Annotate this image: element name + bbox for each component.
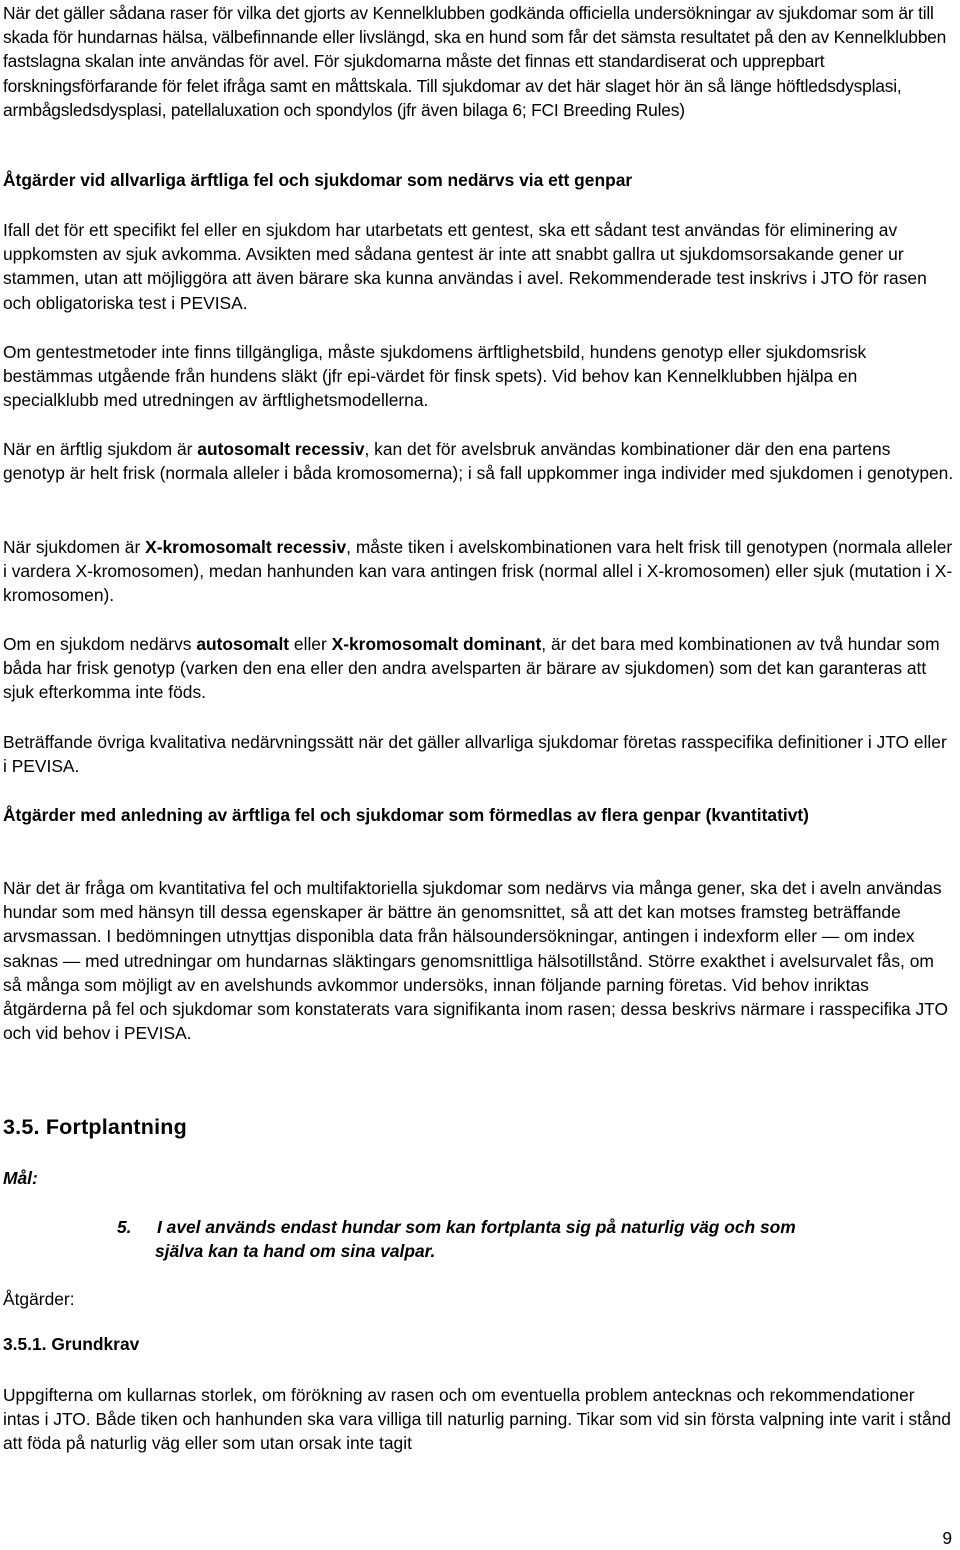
measures-label: Åtgärder:: [3, 1289, 75, 1309]
paragraph-dominant: Om en sjukdom nedärvs autosomalt eller X-kromosomalt dominant, är det bara med kombinationen av två hundar som båda har frisk genotyp (varken den ena eller den andra avelsparten är bärare av sjukdomen) som det kan garanteras att sjuk efterkomma inte föds.: [3, 634, 940, 703]
paragraph-no-gene-tests: Om gentestmetoder inte finns tillgängliga, måste sjukdomens ärftlighetsbild, hundens genotyp eller sjukdomsrisk bestämmas utgående från hundens släkt (jfr epi-värdet för finsk spets). Vid behov kan Kennelklubben hjälpa en specialklubb med utredningen av ärftlighetsmodellerna.: [3, 342, 867, 411]
goal-number: 5.: [117, 1217, 132, 1237]
section-title: 3.5. Fortplantning: [3, 1115, 187, 1139]
subsection-title: 3.5.1. Grundkrav: [3, 1334, 140, 1354]
paragraph-basic-requirements: Uppgifterna om kullarnas storlek, om förökning av rasen och om eventuella problem antecknas och rekommendationer intas i JTO. Både tiken och hanhunden ska vara villiga till naturlig parning. Tikar som vid sin första valpning inte varit i stånd att föda på naturlig väg eller som utan orsak inte tagit: [3, 1385, 951, 1454]
goal-statement: 5. I avel används endast hundar som kan fortplanta sig på naturlig väg och som själva kan ta hand om sina valpar.: [117, 1217, 796, 1262]
heading-polygenic-measures: Åtgärder med anledning av ärftliga fel och sjukdomar som förmedlas av flera genpar (kvantitativt): [3, 805, 809, 825]
paragraph-quantitative: När det är fråga om kvantitativa fel och multifaktoriella sjukdomar som nedärvs via många gener, ska det i aveln användas hundar som med hänsyn till dessa egenskaper är bättre än genomsnittet, så att det kan motses framsteg beträffande arvsmassan. I bedömningen utnyttjas disponibla data från hälsoundersökningar, antingen i indexform eller — om index saknas — med utredningar om hundarnas släktingars genomsnittliga hälsotillstånd. Större exakthet i avelsurvalet fås, om så många som möjligt av en avelshunds avkommor undersöks, innan följande parning företas. Vid behov inriktas åtgärderna på fel och sjukdomar som konstaterats vara signifikanta inom rasen; dessa beskrivs närmare i rasspecifika JTO och vid behov i PEVISA.: [3, 878, 948, 1044]
paragraph-x-recessive: När sjukdomen är X-kromosomalt recessiv, måste tiken i avelskombinationen vara helt frisk till genotypen (normala alleler i vardera X-kromosomen), medan hanhunden kan vara antingen frisk (normal allel i X-kromosomen) eller sjuk (mutation i X-kromosomen).: [3, 537, 953, 606]
paragraph-gene-tests: Ifall det för ett specifikt fel eller en sjukdom har utarbetats ett gentest, ska ett sådant test användas för eliminering av uppkomsten av sjuk avkomma. Avsikten med sådana gentest är inte att snabbt gallra ut sjukdomsorsakande gener ur stammen, utan att möjliggöra att även bärare ska kunna användas i avel. Rekommenderade test inskrivs i JTO för rasen och obligatoriska test i PEVISA.: [3, 220, 927, 313]
paragraph-other-inheritance: Beträffande övriga kvalitativa nedärvningssätt när det gäller allvarliga sjukdomar företas rasspecifika definitioner i JTO eller i PEVISA.: [3, 732, 947, 777]
heading-monogenic-measures: Åtgärder vid allvarliga ärftliga fel och sjukdomar som nedärvs via ett genpar: [3, 170, 633, 190]
goal-label: Mål:: [3, 1168, 38, 1188]
paragraph-autosomal-recessive: När en ärftlig sjukdom är autosomalt recessiv, kan det för avelsbruk användas kombinationer där den ena partens genotyp är helt frisk (normala alleler i båda kromosomerna); i så fall uppkommer inga individer med sjukdomen i genotypen.: [3, 439, 954, 484]
page-number: 9: [942, 1528, 952, 1548]
paragraph-official-examinations: När det gäller sådana raser för vilka det gjorts av Kennelklubben godkända officiella undersökningar av sjukdomar som är till skada för hundarnas hälsa, välbefinnande eller livslängd, ska en hund som får det sämsta resultatet på den av Kennelklubben fastslagna skalan inte användas för avel. För sjukdomarna måste det finnas ett standardiserat och upprepbart forskningsförfarande för felet ifråga samt en måttskala. Till sjukdomar av det här slaget hör än så länge höftledsdysplasi, armbågsledsdysplasi, patellaluxation och spondylos (jfr även bilaga 6; FCI Breeding Rules): [3, 3, 947, 120]
